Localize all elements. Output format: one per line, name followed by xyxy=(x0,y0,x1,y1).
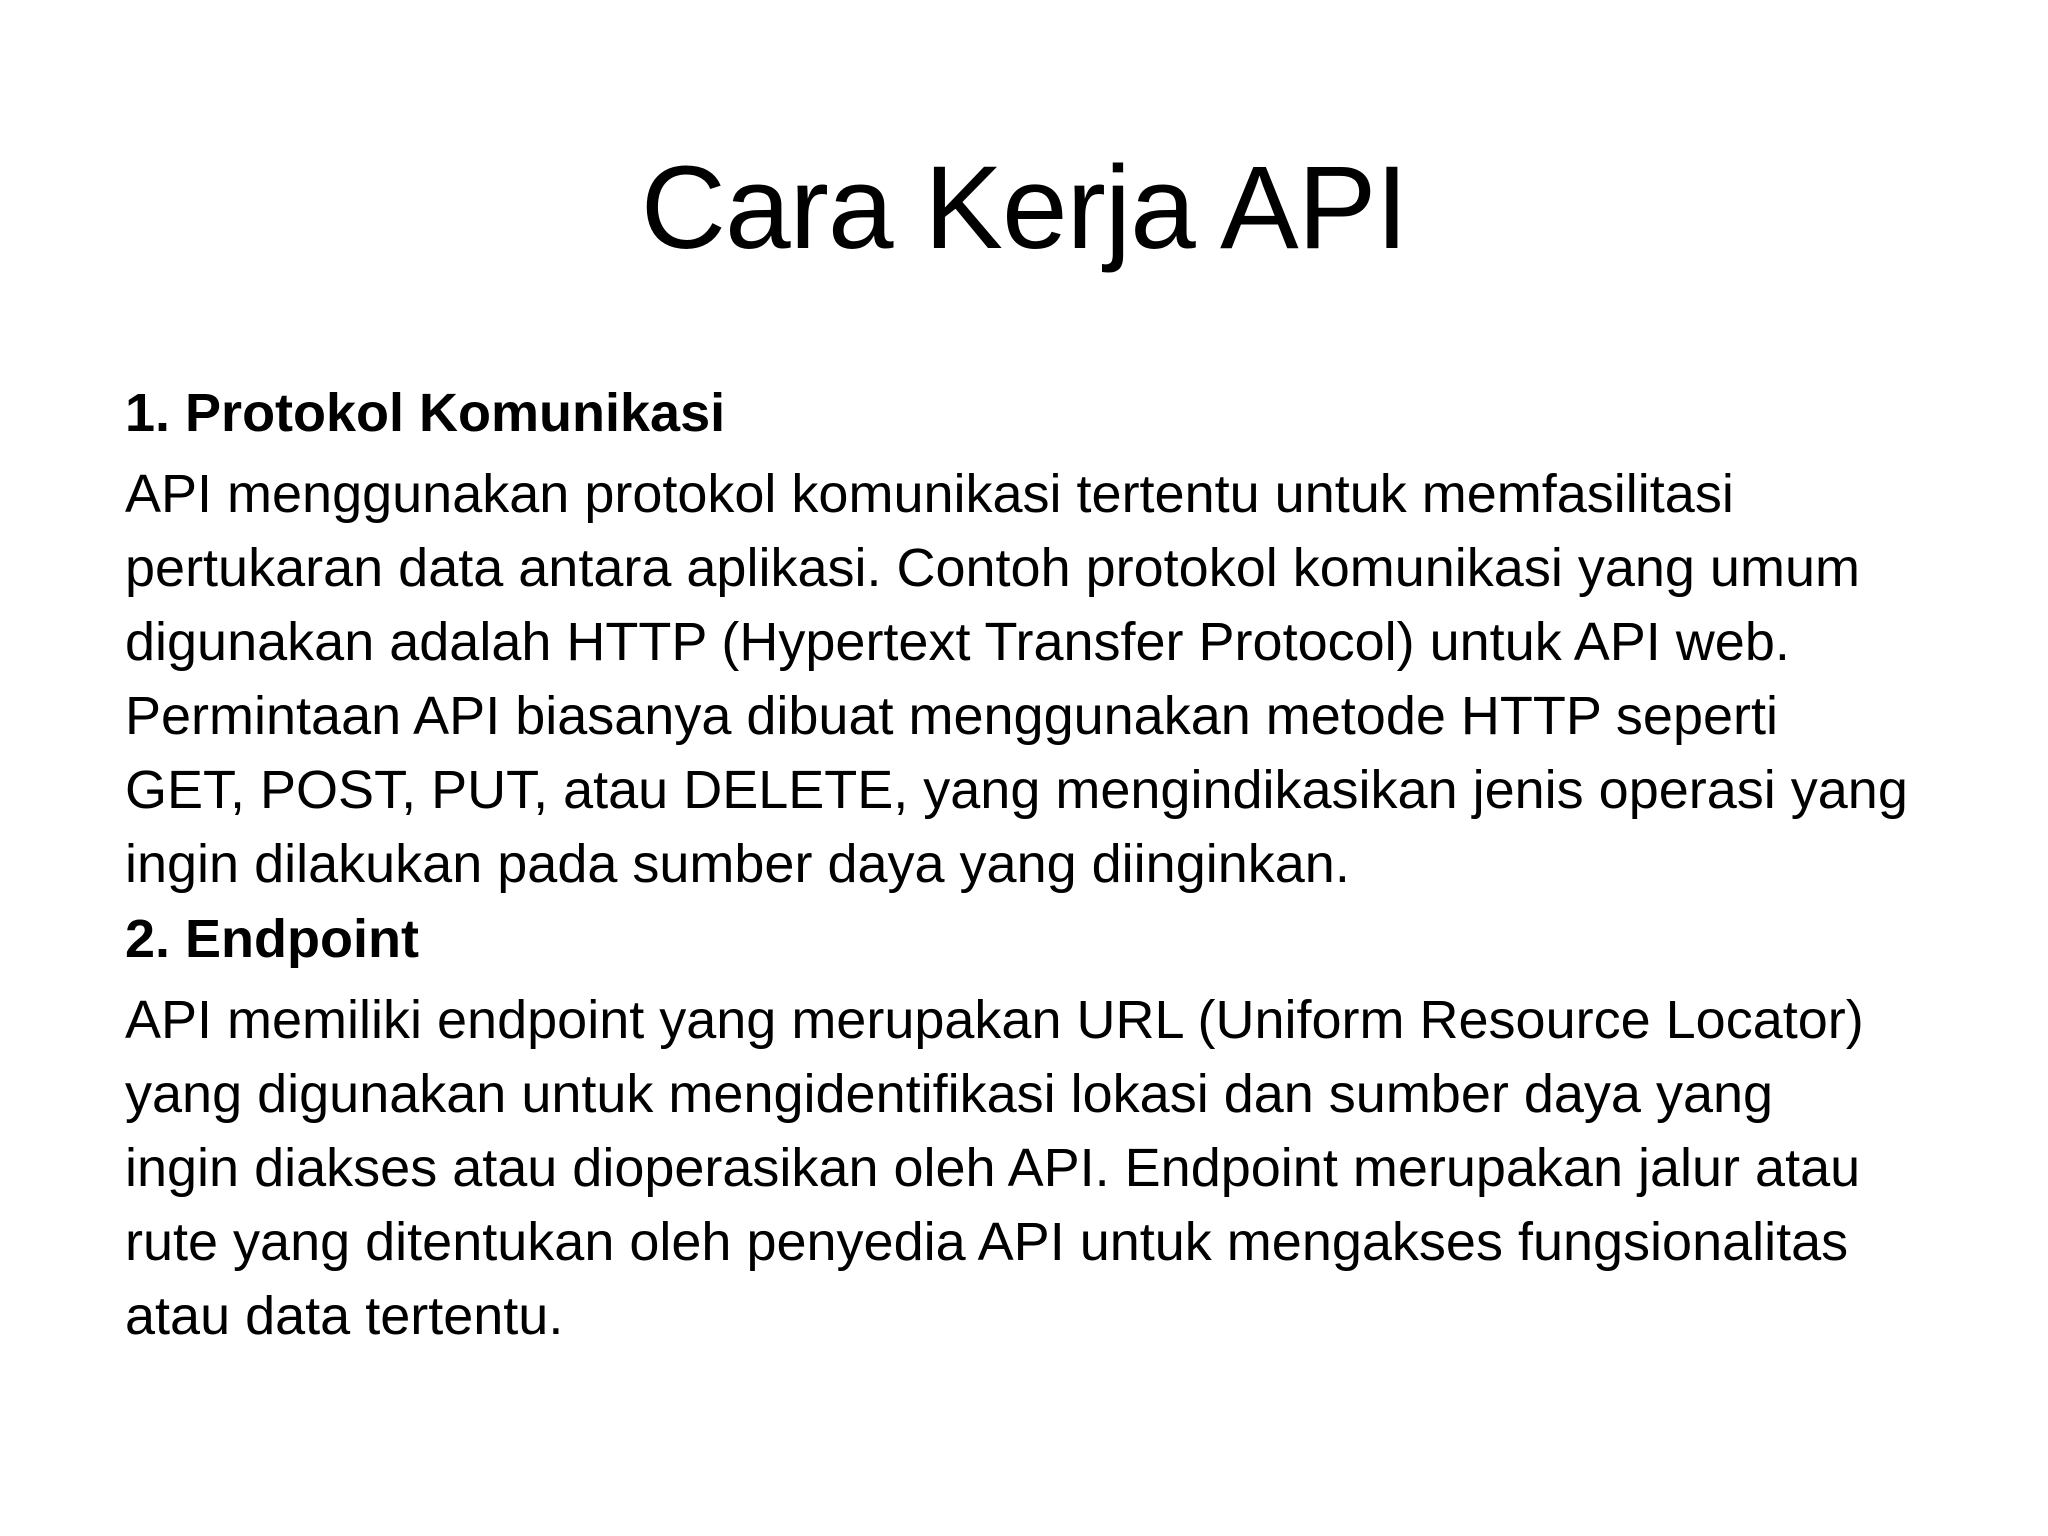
section-protokol-komunikasi xyxy=(125,375,1955,901)
paragraph-line: API menggunakan protokol komunikasi tertentu untuk memfasilitasi xyxy=(125,464,1734,524)
slide-content xyxy=(125,375,1955,1353)
section-heading: 2. Endpoint xyxy=(125,909,419,969)
paragraph-line: ingin diakses atau dioperasikan oleh API. Endpoint merupakan jalur atau xyxy=(125,1138,1861,1198)
slide-title: Cara Kerja API xyxy=(640,142,1408,274)
section-endpoint xyxy=(125,901,1955,1353)
paragraph-line: rute yang ditentukan oleh penyedia API untuk mengakses fungsionalitas xyxy=(125,1212,1849,1272)
paragraph-line: atau data tertentu. xyxy=(125,1286,564,1346)
paragraph-line: digunakan adalah HTTP (Hypertext Transfer Protocol) untuk API web. xyxy=(125,612,1790,672)
paragraph-line: ingin dilakukan pada sumber daya yang diinginkan. xyxy=(125,834,1350,894)
paragraph-line: GET, POST, PUT, atau DELETE, yang mengindikasikan jenis operasi yang xyxy=(125,760,1908,820)
paragraph-line: yang digunakan untuk mengidentifikasi lokasi dan sumber daya yang xyxy=(125,1064,1774,1124)
paragraph-line: API memiliki endpoint yang merupakan URL (Uniform Resource Locator) xyxy=(125,990,1864,1050)
paragraph-line: Permintaan API biasanya dibuat menggunakan metode HTTP seperti xyxy=(125,686,1778,746)
section-paragraph xyxy=(125,983,1955,1353)
section-paragraph xyxy=(125,457,1955,901)
paragraph-line: pertukaran data antara aplikasi. Contoh protokol komunikasi yang umum xyxy=(125,538,1860,598)
section-heading: 1. Protokol Komunikasi xyxy=(125,383,726,443)
